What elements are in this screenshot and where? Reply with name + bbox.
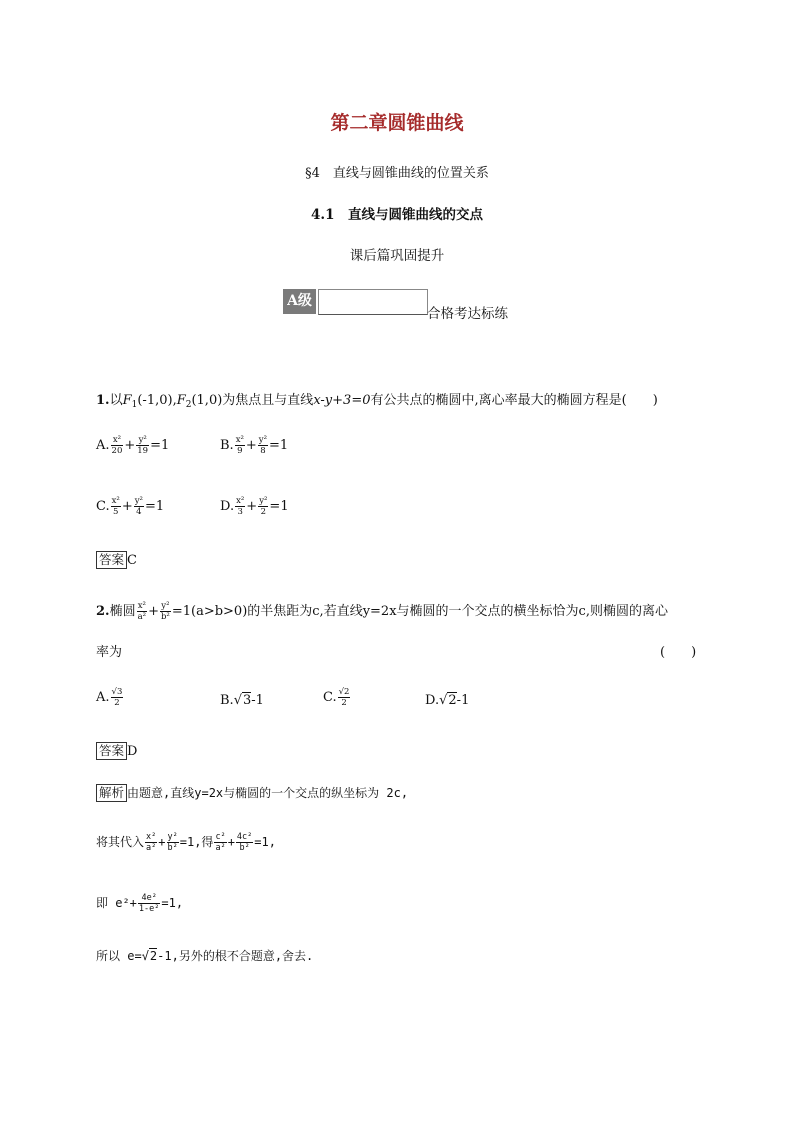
q2-analysis-line-1 (96, 784, 408, 802)
q1-option-b-label: B. (220, 438, 234, 453)
frac-den: b² (239, 843, 250, 853)
q1-option-b-rhs: =1 (269, 438, 289, 453)
q2-option-b-rest: -1 (251, 693, 264, 708)
frac-den: 3 (237, 507, 243, 517)
q1-option-d[interactable]: D. $\frac{\text{x²}}{3}$ + $\frac{\text{y²}}{2}$ =1 (220, 496, 289, 517)
q1-text-b: 为焦点且与直线 (222, 393, 314, 408)
q1-option-a-label: A. (96, 438, 110, 453)
q1-text-c: 有公共点的椭圆中,离心率最大的椭圆方程是( ) (370, 393, 658, 408)
frac-den: 2 (114, 698, 120, 708)
frac-num: 4c² (236, 832, 253, 842)
q2-analysis-text-3b: =1, (161, 896, 184, 910)
fraction (236, 832, 253, 853)
q1-text-a: 以 (109, 393, 123, 408)
frac-num: x² (111, 496, 120, 506)
sqrt-radicand: 2 (448, 693, 457, 708)
q1-f1-sub: 1 (131, 400, 138, 410)
q2-analysis-text-3a: 即 e²+ (96, 896, 137, 910)
frac-den: b² (167, 843, 178, 853)
frac-num: x² (111, 435, 124, 446)
level-badge: A级 (283, 289, 316, 314)
answer-tag: 答案 (96, 742, 127, 760)
sqrt-radicand: 2 (149, 949, 158, 963)
analysis-tag: 解析 (96, 784, 127, 802)
q2-analysis-text-4b: -1,另外的根不合题意,舍去. (157, 949, 314, 963)
frac-den: 20 (111, 446, 123, 456)
frac-den: a² (137, 612, 147, 622)
q2-option-a[interactable] (96, 687, 124, 708)
fraction (136, 435, 149, 456)
q2-analysis-text-2a: 将其代入 (96, 835, 145, 849)
q2-analysis-text-2b: ,得 (194, 835, 214, 849)
fraction (167, 832, 179, 853)
q2-analysis-line-2: 将其代入 $\frac{\text{x²}}{\text{a²}}$ + $\frac{\text{y²}}{\text{b²}}$ =1,得 $\frac{\text{c²}}{\text{a²}}$ + $\frac{\text{4c²}}{\text{b²}}$ =1, (96, 832, 276, 853)
q2-answer-value: D (127, 744, 138, 759)
q1-option-c[interactable]: C. $\frac{\text{x²}}{5}$ + $\frac{\text{y²}}{4}$ =1 (96, 496, 165, 517)
q1-option-c-label: C. (96, 499, 110, 514)
question-1-stem (96, 389, 658, 410)
practice-title: 课后篇巩固提升 (349, 248, 445, 264)
q1-line-eq: x-y+3=0 (313, 393, 371, 408)
fraction (258, 496, 268, 517)
fraction (235, 496, 245, 517)
fraction (235, 435, 245, 456)
frac-den: 19 (137, 446, 149, 456)
q2-answer (96, 742, 137, 760)
fraction (111, 435, 124, 456)
fraction (111, 496, 121, 517)
q1-option-b[interactable]: B. $\frac{\text{x²}}{9}$ + $\frac{\text{y²}}{8}$ =1 (220, 435, 289, 456)
q1-f2-sub: 2 (185, 400, 192, 410)
q1-option-a-rhs: =1 (150, 438, 170, 453)
frac-den: a² (215, 843, 226, 853)
q2-analysis-text-1: 由题意,直线y=2x与椭圆的一个交点的纵坐标为 2c, (127, 786, 409, 800)
q2-analysis-line-4: 所以 e=√2-1,另外的根不合题意,舍去. (96, 949, 314, 963)
q2-condition: =1(a>b>0) (171, 604, 248, 619)
frac-den: 2 (260, 507, 267, 517)
q2-option-a-label: A. (96, 690, 110, 705)
frac-num: y² (134, 496, 143, 506)
q1-f2: F (176, 393, 186, 408)
question-2-number: 2. (96, 604, 110, 619)
fraction (145, 832, 157, 853)
frac-num: y² (259, 496, 268, 506)
q1-option-c-rhs: =1 (144, 499, 165, 514)
q2-analysis-text-2c: =1, (254, 835, 276, 849)
question-2-stem: 2.椭圆 $\frac{\text{x²}}{\text{a²}}$ + $\frac{\text{y²}}{\text{b²}}$ =1(a>b>0)的半焦距为c,若直线y=2x与椭圆的一个交点的横坐标恰为c,则椭圆的离心 (96, 601, 668, 622)
fraction (214, 832, 226, 853)
q2-option-d-rest: -1 (456, 693, 470, 708)
q1-answer-value: C (127, 553, 137, 568)
q2-option-c-label: C. (323, 690, 337, 705)
frac-num: √2 (338, 687, 350, 697)
frac-num: 4e² (138, 893, 160, 904)
frac-den: 2 (341, 698, 347, 708)
answer-tag: 答案 (96, 551, 127, 569)
q2-answer-paren: ( ) (660, 645, 697, 660)
frac-num: √3 (111, 687, 123, 697)
fraction (338, 687, 351, 708)
fraction (258, 435, 268, 456)
question-2-stem-cont: 率为 (96, 645, 123, 660)
q1-f2-coord: (1,0) (191, 393, 223, 408)
fraction (134, 496, 144, 517)
q2-option-b[interactable]: B.√3-1 (220, 693, 264, 708)
frac-num: x² (235, 435, 244, 445)
q2-option-c[interactable] (323, 687, 351, 708)
q1-option-a[interactable]: A. $\frac{\text{x²}}{20}$ + $\frac{\text{y²}}{19}$ =1 (96, 435, 170, 456)
frac-den: b² (160, 612, 170, 622)
frac-num: x² (146, 832, 157, 842)
frac-num: x² (137, 601, 146, 611)
fraction (138, 893, 160, 914)
q1-option-d-rhs: =1 (269, 499, 289, 514)
frac-num: y² (136, 435, 149, 446)
frac-num: x² (236, 496, 245, 506)
q1-answer (96, 551, 137, 569)
q2-option-d-label: D. (425, 693, 440, 708)
fraction (137, 601, 147, 622)
q2-option-d[interactable]: D.√2-1 (425, 693, 470, 708)
q2-text-b: 的半焦距为c,若直线y=2x与椭圆的一个交点的横坐标恰为c,则椭圆的离心 (247, 604, 668, 619)
q2-analysis-text-4a: 所以 e= (96, 949, 142, 963)
frac-num: y² (258, 435, 268, 445)
section-title: §4 直线与圆锥曲线的位置关系 (305, 166, 489, 181)
q2-text-a: 椭圆 (109, 604, 136, 619)
q1-f1: F (122, 393, 132, 408)
fraction (160, 601, 171, 622)
frac-den: 9 (237, 446, 243, 456)
frac-den: 8 (260, 446, 266, 456)
frac-num: y² (161, 601, 170, 611)
question-1-number: 1. (96, 393, 110, 408)
subsection-title: 4.1 直线与圆锥曲线的交点 (311, 207, 483, 223)
frac-num: y² (167, 832, 178, 842)
frac-den: 4 (136, 507, 142, 517)
frac-num: c² (215, 832, 226, 842)
chapter-title: 第二章圆锥曲线 (330, 112, 464, 134)
frac-den: 5 (113, 507, 119, 517)
sqrt-radicand: 3 (242, 693, 252, 708)
q2-option-b-label: B. (220, 693, 234, 708)
fraction (111, 687, 124, 708)
frac-den: 1-e² (138, 904, 160, 914)
level-label: 合格考达标练 (427, 306, 508, 322)
q1-option-d-label: D. (220, 499, 235, 514)
q2-analysis-line-3 (96, 893, 183, 914)
level-box (318, 289, 428, 315)
q1-f1-coord: (-1,0), (137, 393, 177, 408)
frac-den: a² (146, 843, 157, 853)
